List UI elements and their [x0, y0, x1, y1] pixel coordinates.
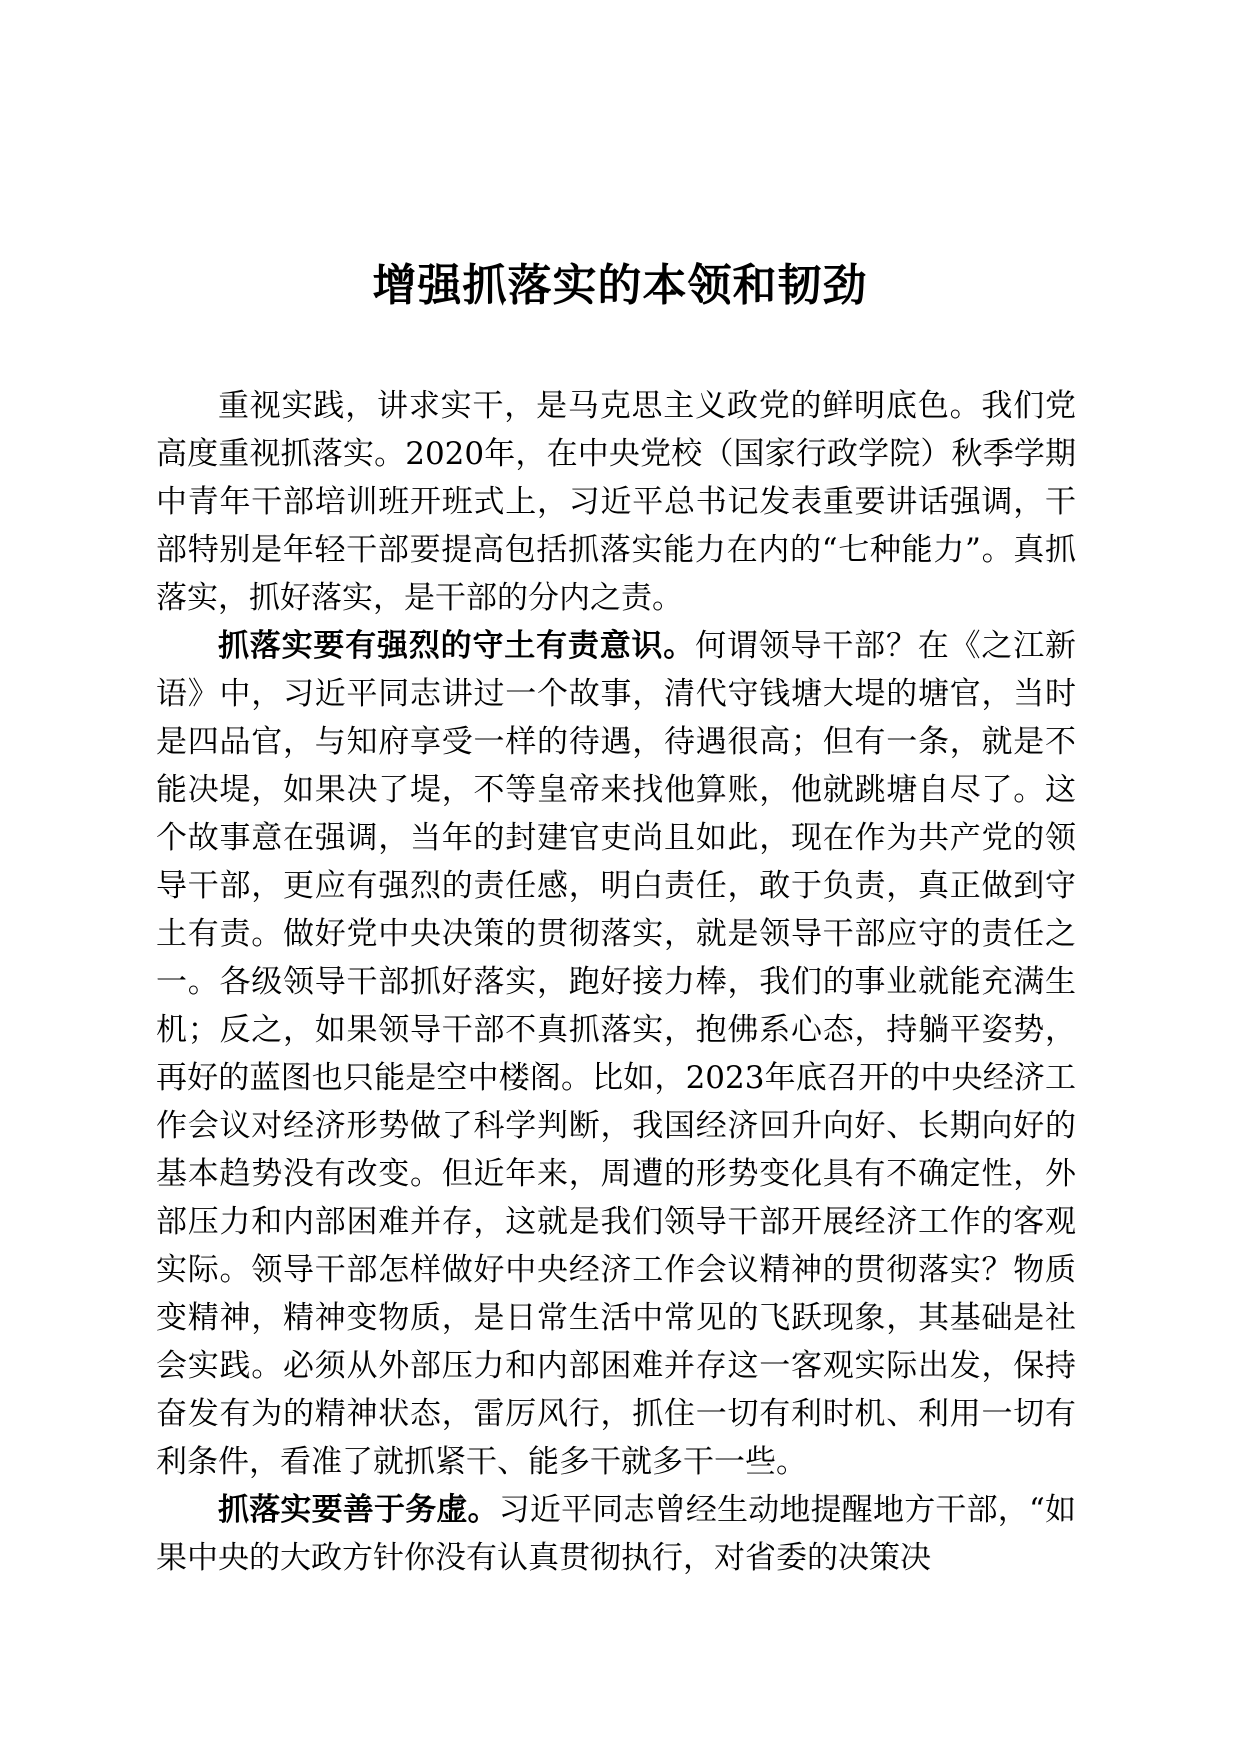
paragraph-intro [156, 382, 1076, 622]
paragraph-lead-heading: 抓落实要有强烈的守土有责意识。 [218, 628, 696, 664]
paragraph-text: 何谓领导干部？在《之江新语》中，习近平同志讲过一个故事，清代守钱塘大堤的塘官，当时是四品官，与知府享受一样的待遇，待遇很高；但有一条，就是不能决堤，如果决了堤，不等皇帝来找他算账，他就跳塘自尽了。这个故事意在强调，当年的封建官吏尚且如此，现在作为共产党的领导干部，更应有强烈的责任感，明白责任，敢于负责，真正做到守土有责。做好党中央决策的贯彻落实，就是领导干部应守的责任之一。各级领导干部抓好落实，跑好接力棒，我们的事业就能充满生机；反之，如果领导干部不真抓落实，抱佛系心态，持躺平姿势，再好的蓝图也只能是空中楼阁。比如，2023年底召开的中央经济工作会议对经济形势做了科学判断，我国经济回升向好、长期向好的基本趋势没有改变。但近年来，周遭的形势变化具有不确定性，外部压力和内部困难并存，这就是我们领导干部开展经济工作的客观实际。领导干部怎样做好中央经济工作会议精神的贯彻落实？物质变精神，精神变物质，是日常生活中常见的飞跃现象，其基础是社会实践。必须从外部压力和内部困难并存这一客观实际出发，保持奋发有为的精神状态，雷厉风行，抓住一切有利时机、利用一切有利条件，看准了就抓紧干、能多干就多干一些。 [156, 628, 1077, 1480]
document-title: 增强抓落实的本领和韧劲 [372, 260, 868, 311]
document-body [156, 382, 1076, 1582]
paragraph-text: 习近平同志曾经生动地提醒地方干部，“如果中央的大政方针你没有认真贯彻执行，对省委的决策决 [156, 1492, 1076, 1576]
paragraph-lead-heading: 抓落实要善于务虚。 [218, 1492, 499, 1528]
paragraph-abstract-work [156, 1486, 1076, 1582]
paragraph-text: 重视实践，讲求实干，是马克思主义政党的鲜明底色。我们党高度重视抓落实。2020年，在中央党校（国家行政学院）秋季学期中青年干部培训班开班式上，习近平总书记发表重要讲话强调，干部特别是年轻干部要提高包括抓落实能力在内的“七种能力”。真抓落实，抓好落实，是干部的分内之责。 [156, 388, 1076, 616]
paragraph-responsibility [156, 622, 1076, 1486]
